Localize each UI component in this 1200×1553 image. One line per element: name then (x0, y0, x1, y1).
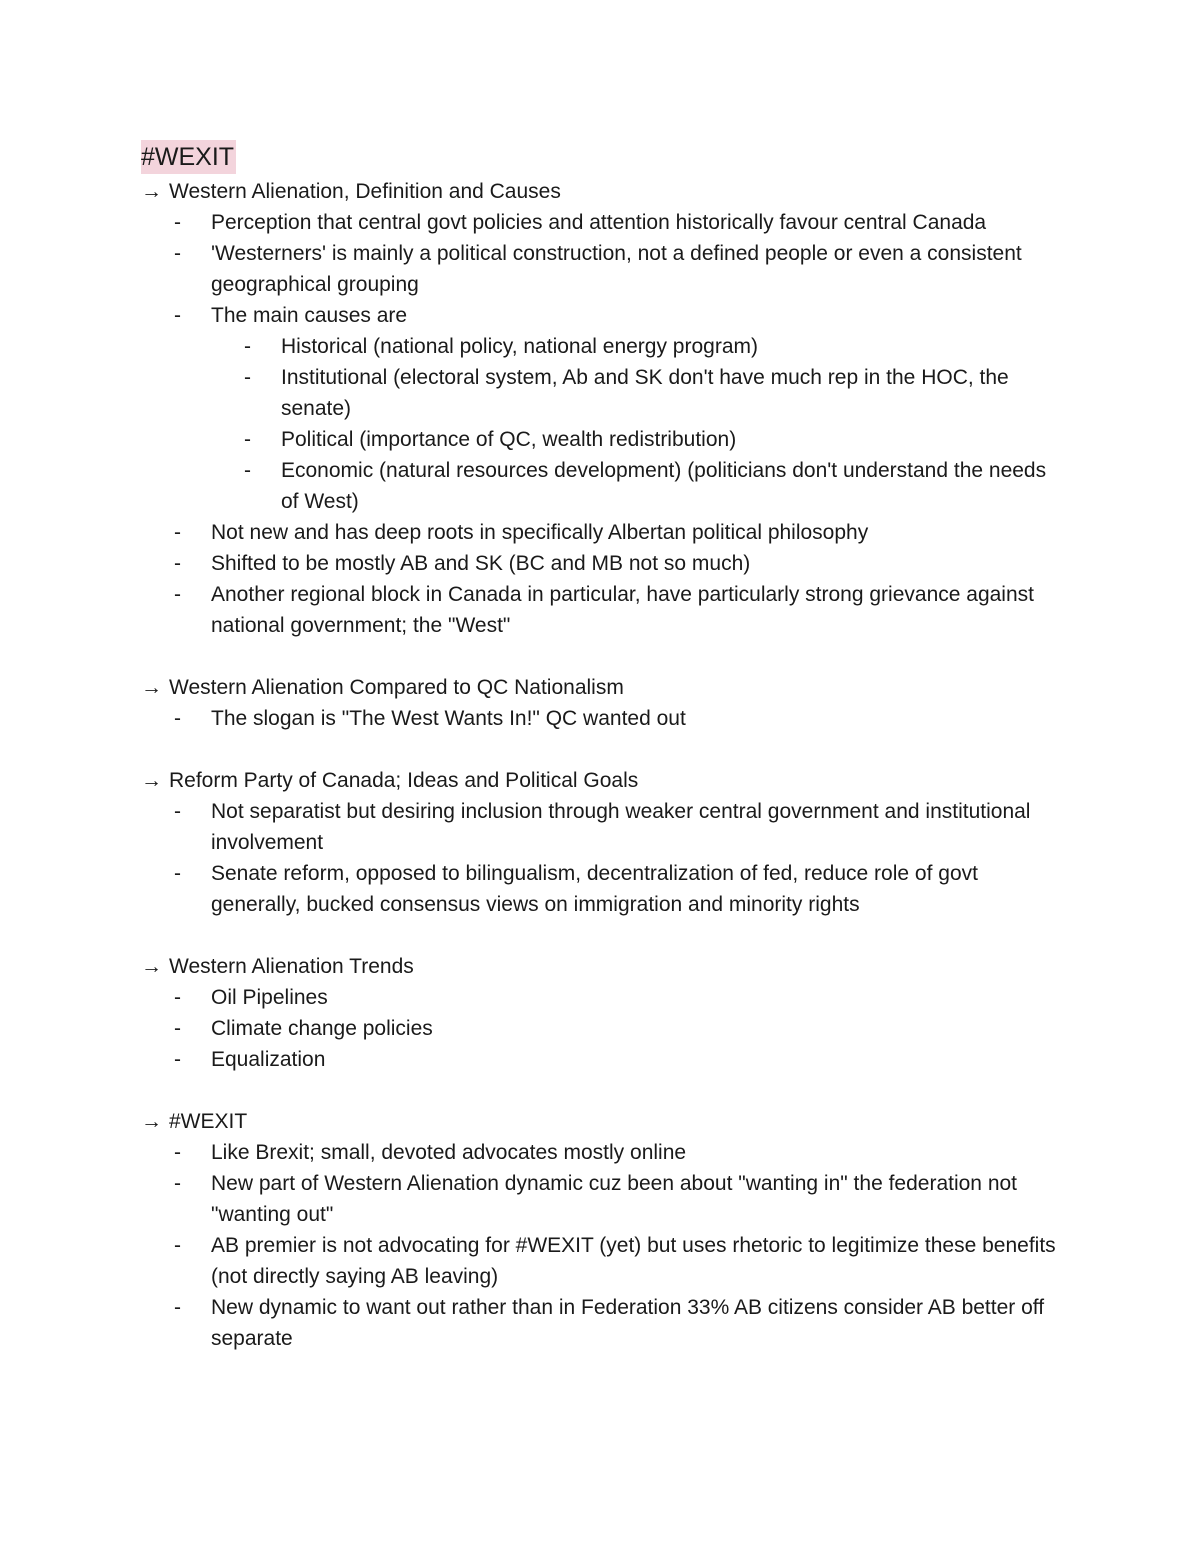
arrow-icon: → (141, 180, 162, 203)
list-item-text: Historical (national policy, national energy program) (281, 335, 759, 358)
list-item (141, 238, 1061, 300)
section-heading (141, 672, 1061, 703)
dash-bullet-icon: - (244, 428, 251, 451)
list-item-text: Not new and has deep roots in specifically Albertan political philosophy (211, 521, 869, 544)
list-item-text: Shifted to be mostly AB and SK (BC and MB not so much) (211, 552, 751, 575)
sub-list-item (211, 362, 1061, 424)
list-item-text: AB premier is not advocating for #WEXIT (yet) but uses rhetoric to legitimize these benefits (not directly saying AB leaving) (211, 1234, 1056, 1288)
section-heading-text: #WEXIT (169, 1110, 248, 1133)
list-item (141, 1044, 1061, 1075)
list-item (141, 1230, 1061, 1292)
section-heading (141, 765, 1061, 796)
sub-list-item (211, 424, 1061, 455)
section-heading (141, 951, 1061, 982)
dash-bullet-icon: - (174, 1141, 181, 1164)
sub-list-item (211, 455, 1061, 517)
list-item (141, 1168, 1061, 1230)
section-heading-text: Western Alienation, Definition and Causes (169, 180, 561, 203)
bullet-list (141, 1137, 1061, 1354)
list-item-text: Political (importance of QC, wealth redistribution) (281, 428, 737, 451)
sub-bullet-list (211, 331, 1061, 517)
list-item-text: Oil Pipelines (211, 986, 328, 1009)
bullet-list (141, 207, 1061, 641)
list-item-text: 'Westerners' is mainly a political construction, not a defined people or even a consistent geographical grouping (211, 242, 1022, 296)
list-item-text: Not separatist but desiring inclusion through weaker central government and institutional involvement (211, 800, 1031, 854)
dash-bullet-icon: - (244, 459, 251, 482)
document-title: #WEXIT (141, 140, 236, 174)
dash-bullet-icon: - (174, 583, 181, 606)
list-item (141, 858, 1061, 920)
list-item (141, 703, 1061, 734)
dash-bullet-icon: - (174, 1048, 181, 1071)
arrow-icon: → (141, 769, 162, 792)
list-item-text: New part of Western Alienation dynamic cuz been about "wanting in" the federation not "wanting out" (211, 1172, 1018, 1226)
dash-bullet-icon: - (244, 366, 251, 389)
list-item-text: Senate reform, opposed to bilingualism, decentralization of fed, reduce role of govt generally, bucked consensus views on immigration and minority rights (211, 862, 978, 916)
list-item-text: Climate change policies (211, 1017, 433, 1040)
dash-bullet-icon: - (174, 304, 181, 327)
bullet-list (141, 703, 1061, 734)
dash-bullet-icon: - (174, 1172, 181, 1195)
dash-bullet-icon: - (174, 800, 181, 823)
dash-bullet-icon: - (174, 707, 181, 730)
dash-bullet-icon: - (174, 1017, 181, 1040)
section-heading (141, 176, 1061, 207)
arrow-icon: → (141, 1110, 162, 1133)
section-4 (141, 951, 1061, 1075)
bullet-list (141, 982, 1061, 1075)
dash-bullet-icon: - (174, 986, 181, 1009)
list-item (141, 1292, 1061, 1354)
section-2 (141, 672, 1061, 734)
list-item-text: Another regional block in Canada in particular, have particularly strong grievance against national government; the "West" (211, 583, 1034, 637)
dash-bullet-icon: - (174, 1296, 181, 1319)
sub-list-item (211, 331, 1061, 362)
dash-bullet-icon: - (174, 521, 181, 544)
document-page (141, 140, 1061, 1354)
list-item (141, 982, 1061, 1013)
bullet-list (141, 796, 1061, 920)
list-item-text: The slogan is "The West Wants In!" QC wanted out (211, 707, 686, 730)
list-item (141, 300, 1061, 517)
arrow-icon: → (141, 955, 162, 978)
list-item-text: The main causes are (211, 304, 408, 327)
list-item (141, 579, 1061, 641)
list-item (141, 207, 1061, 238)
list-item (141, 517, 1061, 548)
section-5 (141, 1106, 1061, 1354)
section-heading-text: Western Alienation Trends (169, 955, 414, 978)
sections-container (141, 176, 1061, 1354)
section-1 (141, 176, 1061, 641)
section-heading-text: Reform Party of Canada; Ideas and Political Goals (169, 769, 639, 792)
dash-bullet-icon: - (174, 242, 181, 265)
dash-bullet-icon: - (174, 211, 181, 234)
section-heading (141, 1106, 1061, 1137)
list-item-text: Equalization (211, 1048, 326, 1071)
section-heading-text: Western Alienation Compared to QC Nationalism (169, 676, 624, 699)
list-item-text: Perception that central govt policies and attention historically favour central Canada (211, 211, 987, 234)
list-item (141, 1013, 1061, 1044)
list-item-text: Like Brexit; small, devoted advocates mostly online (211, 1141, 687, 1164)
list-item-text: New dynamic to want out rather than in Federation 33% AB citizens consider AB better off separate (211, 1296, 1045, 1350)
list-item (141, 548, 1061, 579)
dash-bullet-icon: - (174, 1234, 181, 1257)
section-3 (141, 765, 1061, 920)
list-item (141, 1137, 1061, 1168)
list-item-text: Institutional (electoral system, Ab and SK don't have much rep in the HOC, the senate) (281, 366, 1009, 420)
arrow-icon: → (141, 676, 162, 699)
dash-bullet-icon: - (174, 552, 181, 575)
list-item-text: Economic (natural resources development) (politicians don't understand the needs of West) (281, 459, 1047, 513)
dash-bullet-icon: - (174, 862, 181, 885)
list-item (141, 796, 1061, 858)
dash-bullet-icon: - (244, 335, 251, 358)
